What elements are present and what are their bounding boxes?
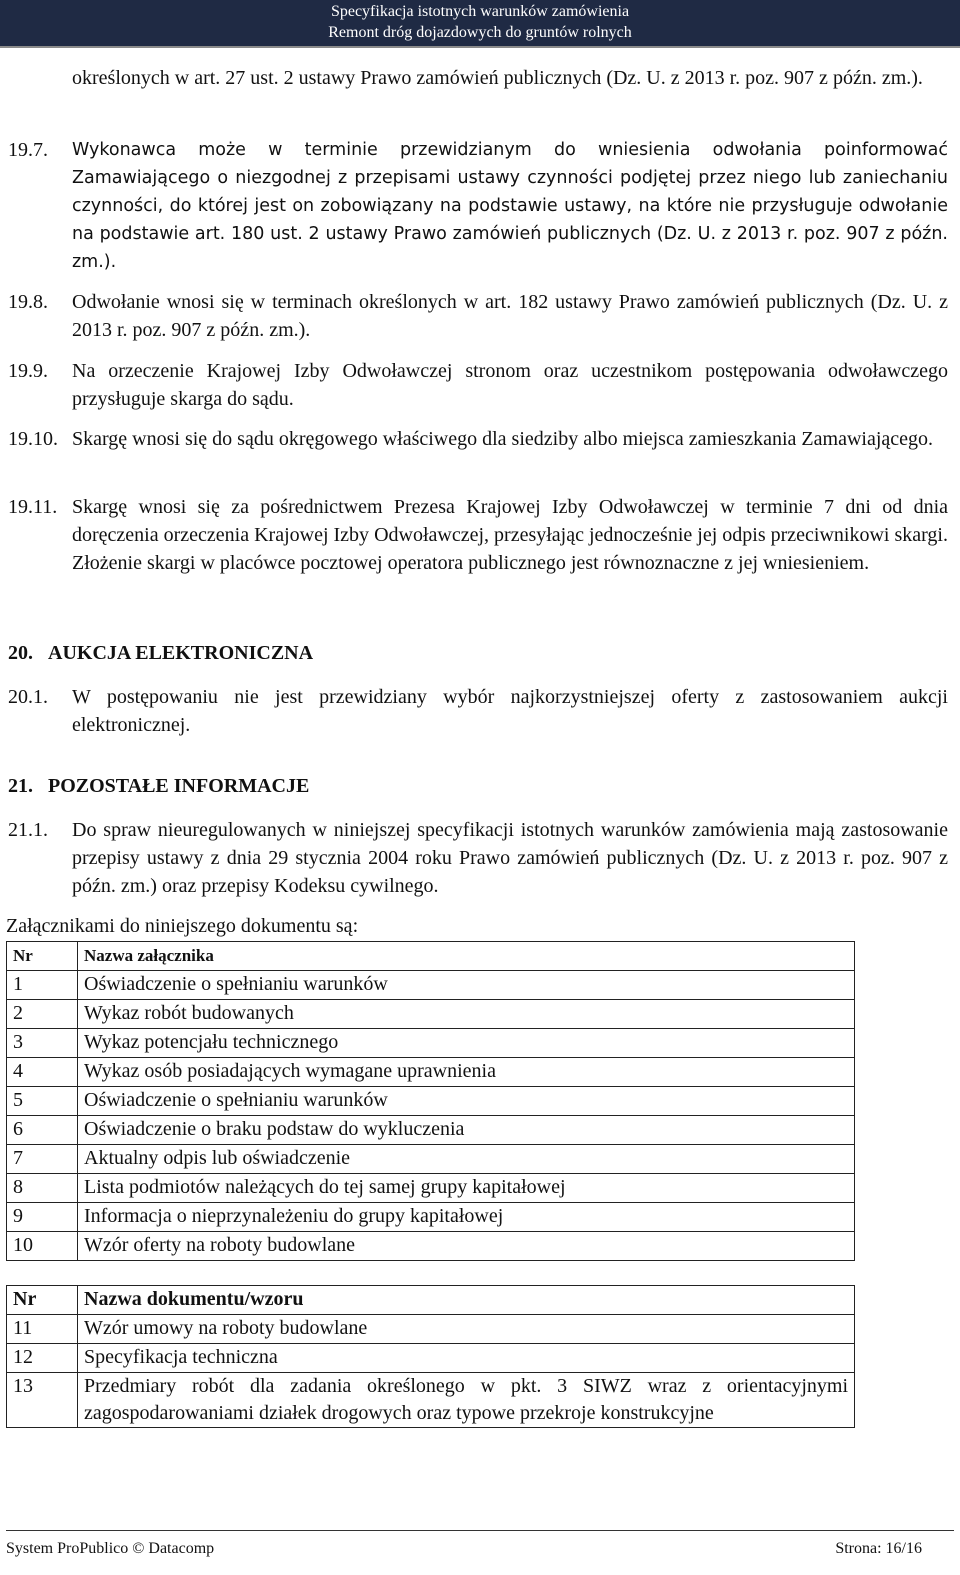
section-number: 21. xyxy=(8,775,33,797)
cell-number: 1 xyxy=(7,971,78,1000)
cell-number: 12 xyxy=(7,1344,78,1373)
table-row xyxy=(7,1145,855,1174)
item-number: 19.10. xyxy=(8,428,58,450)
cell-name: Aktualny odpis lub oświadczenie xyxy=(78,1145,855,1174)
table-row xyxy=(7,1315,855,1344)
cell-number: 5 xyxy=(7,1087,78,1116)
footer-divider xyxy=(6,1530,954,1531)
page-header xyxy=(0,0,960,47)
column-header-name: Nazwa załącznika xyxy=(78,942,855,971)
item-number: 21.1. xyxy=(8,819,48,841)
cell-name: Informacja o nieprzynależeniu do grupy kapitałowej xyxy=(78,1203,855,1232)
section-number: 20. xyxy=(8,642,33,664)
cell-name: Wzór umowy na roboty budowlane xyxy=(78,1315,855,1344)
table-row xyxy=(7,1029,855,1058)
section-20-heading xyxy=(8,642,313,665)
cell-name: Specyfikacja techniczna xyxy=(78,1344,855,1373)
cell-name: Wykaz potencjału technicznego xyxy=(78,1029,855,1058)
item-number: 19.7. xyxy=(8,139,48,161)
cell-name: Oświadczenie o spełnianiu warunków xyxy=(78,1087,855,1116)
column-header-nr: Nr xyxy=(7,1286,78,1315)
cell-name: Przedmiary robót dla zadania określonego w pkt. 3 SIWZ wraz z orientacyjnymi zagospodarowaniami działek drogowych oraz typowe przekroje konstrukcyjne xyxy=(78,1373,855,1428)
cell-name: Wykaz robót budowanych xyxy=(78,1000,855,1029)
column-header-nr: Nr xyxy=(7,942,78,971)
section-title: POZOSTAŁE INFORMACJE xyxy=(48,775,310,797)
item-text: Skargę wnosi się do sądu okręgowego właściwego dla siedziby albo miejsca zamieszkania Zamawiającego. xyxy=(72,428,934,450)
table-row xyxy=(7,1174,855,1203)
item-number: 19.9. xyxy=(8,360,48,382)
intro-paragraph xyxy=(72,64,948,92)
table-row xyxy=(7,1203,855,1232)
footer-page-number: Strona: 16/16 xyxy=(835,1540,922,1557)
cell-name: Wykaz osób posiadających wymagane uprawnienia xyxy=(78,1058,855,1087)
table-header-row xyxy=(7,942,855,971)
table-row xyxy=(7,1087,855,1116)
cell-number: 6 xyxy=(7,1116,78,1145)
table-row xyxy=(7,971,855,1000)
item-text: Na orzeczenie Krajowej Izby Odwoławczej stronom oraz uczestnikom postępowania odwoławczego przysługuje skarga do sądu. xyxy=(72,360,948,410)
cell-name: Wzór oferty na roboty budowlane xyxy=(78,1232,855,1261)
item-text: Odwołanie wnosi się w terminach określonych w art. 182 ustawy Prawo zamówień publicznych (Dz. U. z 2013 r. poz. 907 z późn. zm.). xyxy=(72,291,948,341)
item-number: 19.11. xyxy=(8,496,58,518)
header-title-line2: Remont dróg dojazdowych do gruntów rolnych xyxy=(328,24,632,41)
table-row xyxy=(7,1232,855,1261)
table-row xyxy=(7,1344,855,1373)
documents-table xyxy=(6,1285,855,1428)
cell-name: Oświadczenie o spełnianiu warunków xyxy=(78,971,855,1000)
cell-number: 9 xyxy=(7,1203,78,1232)
cell-number: 3 xyxy=(7,1029,78,1058)
item-text: Wykonawca może w terminie przewidzianym do wniesienia odwołania poinformować Zamawiającego o niezgodnej z przepisami ustawy czynności podjętej przez niego lub zaniechaniu czynności, do której jest on zobowiązany na podstawie ustawy, na które nie przysługuje odwołanie na podstawie art. 180 ust. 2 ustawy Prawo zamówień publicznych (Dz. U. z 2013 r. poz. 907 z późn. zm.). xyxy=(72,140,948,272)
section-title: AUKCJA ELEKTRONICZNA xyxy=(48,642,314,664)
cell-number: 10 xyxy=(7,1232,78,1261)
cell-number: 7 xyxy=(7,1145,78,1174)
table-row xyxy=(7,1000,855,1029)
footer-copyright: System ProPublico © Datacomp xyxy=(6,1540,215,1557)
table-header-row xyxy=(7,1286,855,1315)
cell-name: Lista podmiotów należących do tej samej grupy kapitałowej xyxy=(78,1174,855,1203)
item-text: W postępowaniu nie jest przewidziany wybór najkorzystniejszej oferty z zastosowaniem aukcji elektronicznej. xyxy=(72,686,948,736)
item-19-7 xyxy=(0,136,960,276)
header-divider xyxy=(0,46,960,48)
cell-name: Oświadczenie o braku podstaw do wykluczenia xyxy=(78,1116,855,1145)
table-row xyxy=(7,1373,855,1428)
cell-number: 8 xyxy=(7,1174,78,1203)
header-title-line1: Specyfikacja istotnych warunków zamówienia xyxy=(330,3,630,20)
section-21-heading xyxy=(8,775,309,798)
attachments-intro: Załącznikami do niniejszego dokumentu są: xyxy=(6,915,359,937)
item-text: Skargę wnosi się za pośrednictwem Prezesa Krajowej Izby Odwoławczej w terminie 7 dni od dnia doręczenia orzeczenia Krajowej Izby Odwoławczej, przesyłając jednocześnie jej odpis przeciwnikowi skargi. Złożenie skargi w placówce pocztowej operatora publicznego jest równoznaczne z jej wniesieniem. xyxy=(72,496,948,574)
column-header-name: Nazwa dokumentu/wzoru xyxy=(78,1286,855,1315)
table-row xyxy=(7,1116,855,1145)
table-row xyxy=(7,1058,855,1087)
cell-number: 13 xyxy=(7,1373,78,1428)
cell-number: 11 xyxy=(7,1315,78,1344)
attachments-table xyxy=(6,941,855,1261)
item-number: 19.8. xyxy=(8,291,48,313)
cell-number: 4 xyxy=(7,1058,78,1087)
intro-text: określonych w art. 27 ust. 2 ustawy Prawo zamówień publicznych (Dz. U. z 2013 r. poz. 907 z późn. zm.). xyxy=(72,67,923,89)
cell-number: 2 xyxy=(7,1000,78,1029)
item-text: Do spraw nieuregulowanych w niniejszej specyfikacji istotnych warunków zamówienia mają zastosowanie przepisy ustawy z dnia 29 stycznia 2004 roku Prawo zamówień publicznych (Dz. U. z 2013 r. poz. 907 z późn. zm.) oraz przepisy Kodeksu cywilnego. xyxy=(72,819,948,897)
item-number: 20.1. xyxy=(8,686,48,708)
